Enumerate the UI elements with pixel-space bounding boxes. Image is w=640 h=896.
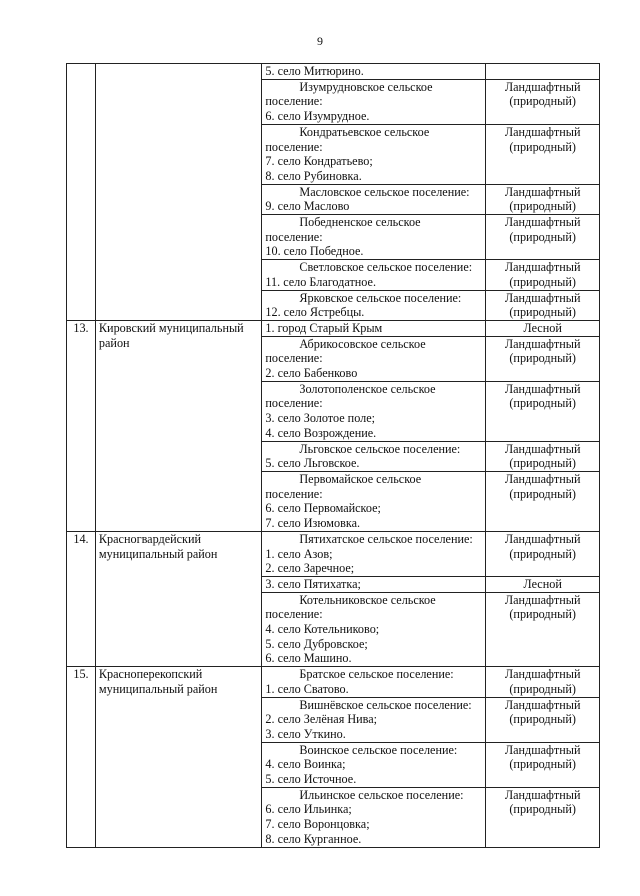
settlement-line: 5. село Митюрино.	[265, 64, 364, 78]
table-row	[67, 320, 600, 336]
landscape-type: Ландшафтный	[504, 336, 581, 351]
settlement-line: поселение:	[265, 351, 323, 366]
settlement-header: Масловское сельское поселение:	[299, 184, 470, 199]
settlement-cell	[262, 697, 486, 742]
district-number: 14.	[73, 531, 89, 546]
settlement-header: Победненское сельское	[299, 215, 421, 230]
settlement-cell	[262, 215, 486, 260]
settlements-table	[66, 63, 600, 848]
landscape-type: Ландшафтный	[504, 260, 581, 275]
settlement-line: 12. село Ястребцы.	[265, 305, 365, 320]
district-name: Красногвардейский муниципальный район	[98, 531, 218, 561]
settlement-cell	[262, 667, 486, 697]
settlement-header: Вишнёвское сельское поселение:	[299, 697, 472, 712]
landscape-type: (природный)	[509, 681, 576, 696]
settlement-header: Братское сельское поселение:	[299, 667, 454, 682]
settlement-line: поселение:	[265, 94, 323, 109]
settlement-cell	[262, 576, 486, 592]
settlement-line: 2. село Зелёная Нива;	[265, 712, 378, 727]
district-name-cell	[95, 667, 261, 847]
landscape-type: Лесной	[523, 320, 562, 335]
settlement-line: 3. село Уткино.	[265, 726, 346, 741]
landscape-type: Ландшафтный	[504, 667, 581, 682]
landscape-type-cell	[486, 787, 600, 847]
landscape-type: (природный)	[509, 607, 576, 622]
settlement-line: 9. село Маслово	[265, 199, 350, 214]
settlement-header: Ярковское сельское поселение:	[299, 290, 462, 305]
settlement-header: Светловское сельское поселение:	[299, 260, 473, 275]
settlement-cell	[262, 64, 486, 80]
settlement-cell	[262, 381, 486, 441]
settlement-header: Абрикосовское сельское	[299, 336, 426, 351]
landscape-type: (природный)	[509, 757, 576, 772]
settlement-cell	[262, 531, 486, 576]
landscape-type: Ландшафтный	[504, 79, 581, 94]
landscape-type: Ландшафтный	[504, 787, 581, 802]
settlement-line: поселение:	[265, 139, 323, 154]
landscape-type: (природный)	[509, 802, 576, 817]
landscape-type-cell	[486, 576, 600, 592]
settlement-cell	[262, 787, 486, 847]
settlement-line: поселение:	[265, 486, 323, 501]
landscape-type-cell	[486, 64, 600, 80]
landscape-type-cell	[486, 260, 600, 290]
landscape-type: (природный)	[509, 274, 576, 289]
landscape-type: Ландшафтный	[504, 290, 581, 305]
district-number-cell	[67, 667, 96, 847]
settlement-cell	[262, 742, 486, 787]
landscape-type: Ландшафтный	[504, 531, 581, 546]
settlement-header: Льговское сельское поселение:	[299, 441, 461, 456]
settlement-cell	[262, 320, 486, 336]
landscape-type: (природный)	[509, 486, 576, 501]
settlement-line: 4. село Котельниково;	[265, 622, 380, 637]
landscape-type: (природный)	[509, 456, 576, 471]
landscape-type-cell	[486, 290, 600, 320]
landscape-type-cell	[486, 381, 600, 441]
settlement-line: 4. село Воинка;	[265, 757, 346, 772]
district-name-cell	[95, 320, 261, 531]
landscape-type: Ландшафтный	[504, 742, 581, 757]
landscape-type: Ландшафтный	[504, 697, 581, 712]
settlement-line: 4. село Возрождение.	[265, 425, 377, 440]
settlement-line: 1. город Старый Крым	[265, 320, 383, 335]
settlement-line: 6. село Ильинка;	[265, 802, 352, 817]
settlement-line: 3. село Пятихатка;	[265, 576, 361, 591]
settlement-line: 3. село Золотое поле;	[265, 411, 376, 426]
settlement-cell	[262, 184, 486, 214]
table-row	[67, 531, 600, 576]
landscape-type: (природный)	[509, 712, 576, 727]
settlement-header: Кондратьевское сельское	[299, 124, 430, 139]
landscape-type-cell	[486, 320, 600, 336]
table-row	[67, 64, 600, 80]
landscape-type-cell	[486, 215, 600, 260]
landscape-type: Ландшафтный	[504, 441, 581, 456]
settlement-line: поселение:	[265, 607, 323, 622]
district-name-cell	[95, 64, 261, 321]
settlement-cell	[262, 471, 486, 531]
landscape-type: (природный)	[509, 199, 576, 214]
settlement-cell	[262, 260, 486, 290]
settlement-header: Пятихатское сельское поселение:	[299, 531, 473, 546]
landscape-type: Ландшафтный	[504, 215, 581, 230]
settlement-line: 1. село Сватово.	[265, 681, 349, 696]
landscape-type: (природный)	[509, 546, 576, 561]
settlement-cell	[262, 441, 486, 471]
landscape-type-cell	[486, 471, 600, 531]
district-name: Кировский муниципальный район	[98, 320, 244, 350]
landscape-type: (природный)	[509, 229, 576, 244]
settlement-cell	[262, 124, 486, 184]
settlement-line: 8. село Рубиновка.	[265, 168, 362, 183]
settlement-line: поселение:	[265, 396, 323, 411]
settlement-line: 2. село Бабенково	[265, 366, 358, 381]
settlement-line: 6. село Первомайское;	[265, 501, 381, 516]
district-number: 15.	[73, 667, 89, 682]
landscape-type-cell	[486, 531, 600, 576]
settlement-line: поселение:	[265, 229, 323, 244]
settlement-line: 6. село Машино.	[265, 651, 352, 666]
district-number-cell	[67, 64, 96, 321]
settlement-cell	[262, 336, 486, 381]
settlement-header: Изумрудновское сельское	[299, 79, 433, 94]
settlement-cell	[262, 592, 486, 667]
settlement-header: Ильинское сельское поселение:	[299, 787, 464, 802]
page-number: 9	[317, 34, 323, 48]
settlement-line: 2. село Заречное;	[265, 561, 355, 576]
landscape-type: (природный)	[509, 396, 576, 411]
district-number: 13.	[73, 320, 89, 335]
landscape-type-cell	[486, 667, 600, 697]
settlement-line: 5. село Источное.	[265, 772, 357, 787]
settlement-cell	[262, 79, 486, 124]
settlement-line: 7. село Изюмовка.	[265, 516, 361, 531]
settlement-cell	[262, 290, 486, 320]
landscape-type-cell	[486, 697, 600, 742]
settlement-line: 7. село Воронцовка;	[265, 817, 370, 832]
district-number-cell	[67, 531, 96, 666]
landscape-type: Ландшафтный	[504, 381, 581, 396]
settlement-header: Воинское сельское поселение:	[299, 742, 458, 757]
landscape-type: Лесной	[523, 576, 562, 591]
landscape-type-cell	[486, 336, 600, 381]
settlement-header: Котельниковское сельское	[299, 592, 436, 607]
settlement-header: Золотополенское сельское	[299, 381, 436, 396]
landscape-type-cell	[486, 742, 600, 787]
district-name: Красноперекопский муниципальный район	[98, 667, 218, 696]
settlement-line: 1. село Азов;	[265, 546, 333, 561]
settlement-line: 6. село Изумрудное.	[265, 109, 370, 124]
table-row	[67, 667, 600, 697]
settlement-line: 10. село Победное.	[265, 244, 364, 259]
landscape-type-cell	[486, 124, 600, 184]
landscape-type: (природный)	[509, 94, 576, 109]
settlement-header: Первомайское сельское	[299, 471, 422, 486]
landscape-type-cell	[486, 79, 600, 124]
settlement-line: 7. село Кондратьево;	[265, 154, 373, 169]
settlement-line: 5. село Льговское.	[265, 456, 360, 471]
settlement-line: 8. село Курганное.	[265, 831, 362, 846]
landscape-type-cell	[486, 441, 600, 471]
landscape-type: Ландшафтный	[504, 592, 581, 607]
settlement-line: 5. село Дубровское;	[265, 636, 368, 651]
landscape-type-cell	[486, 184, 600, 214]
district-number-cell	[67, 320, 96, 531]
landscape-type: Ландшафтный	[504, 471, 581, 486]
landscape-type: Ландшафтный	[504, 184, 581, 199]
landscape-type: (природный)	[509, 351, 576, 366]
landscape-type-cell	[486, 592, 600, 667]
settlement-line: 11. село Благодатное.	[265, 274, 377, 289]
district-name-cell	[95, 531, 261, 666]
landscape-type: (природный)	[509, 305, 576, 320]
landscape-type: Ландшафтный	[504, 124, 581, 139]
landscape-type: (природный)	[509, 139, 576, 154]
